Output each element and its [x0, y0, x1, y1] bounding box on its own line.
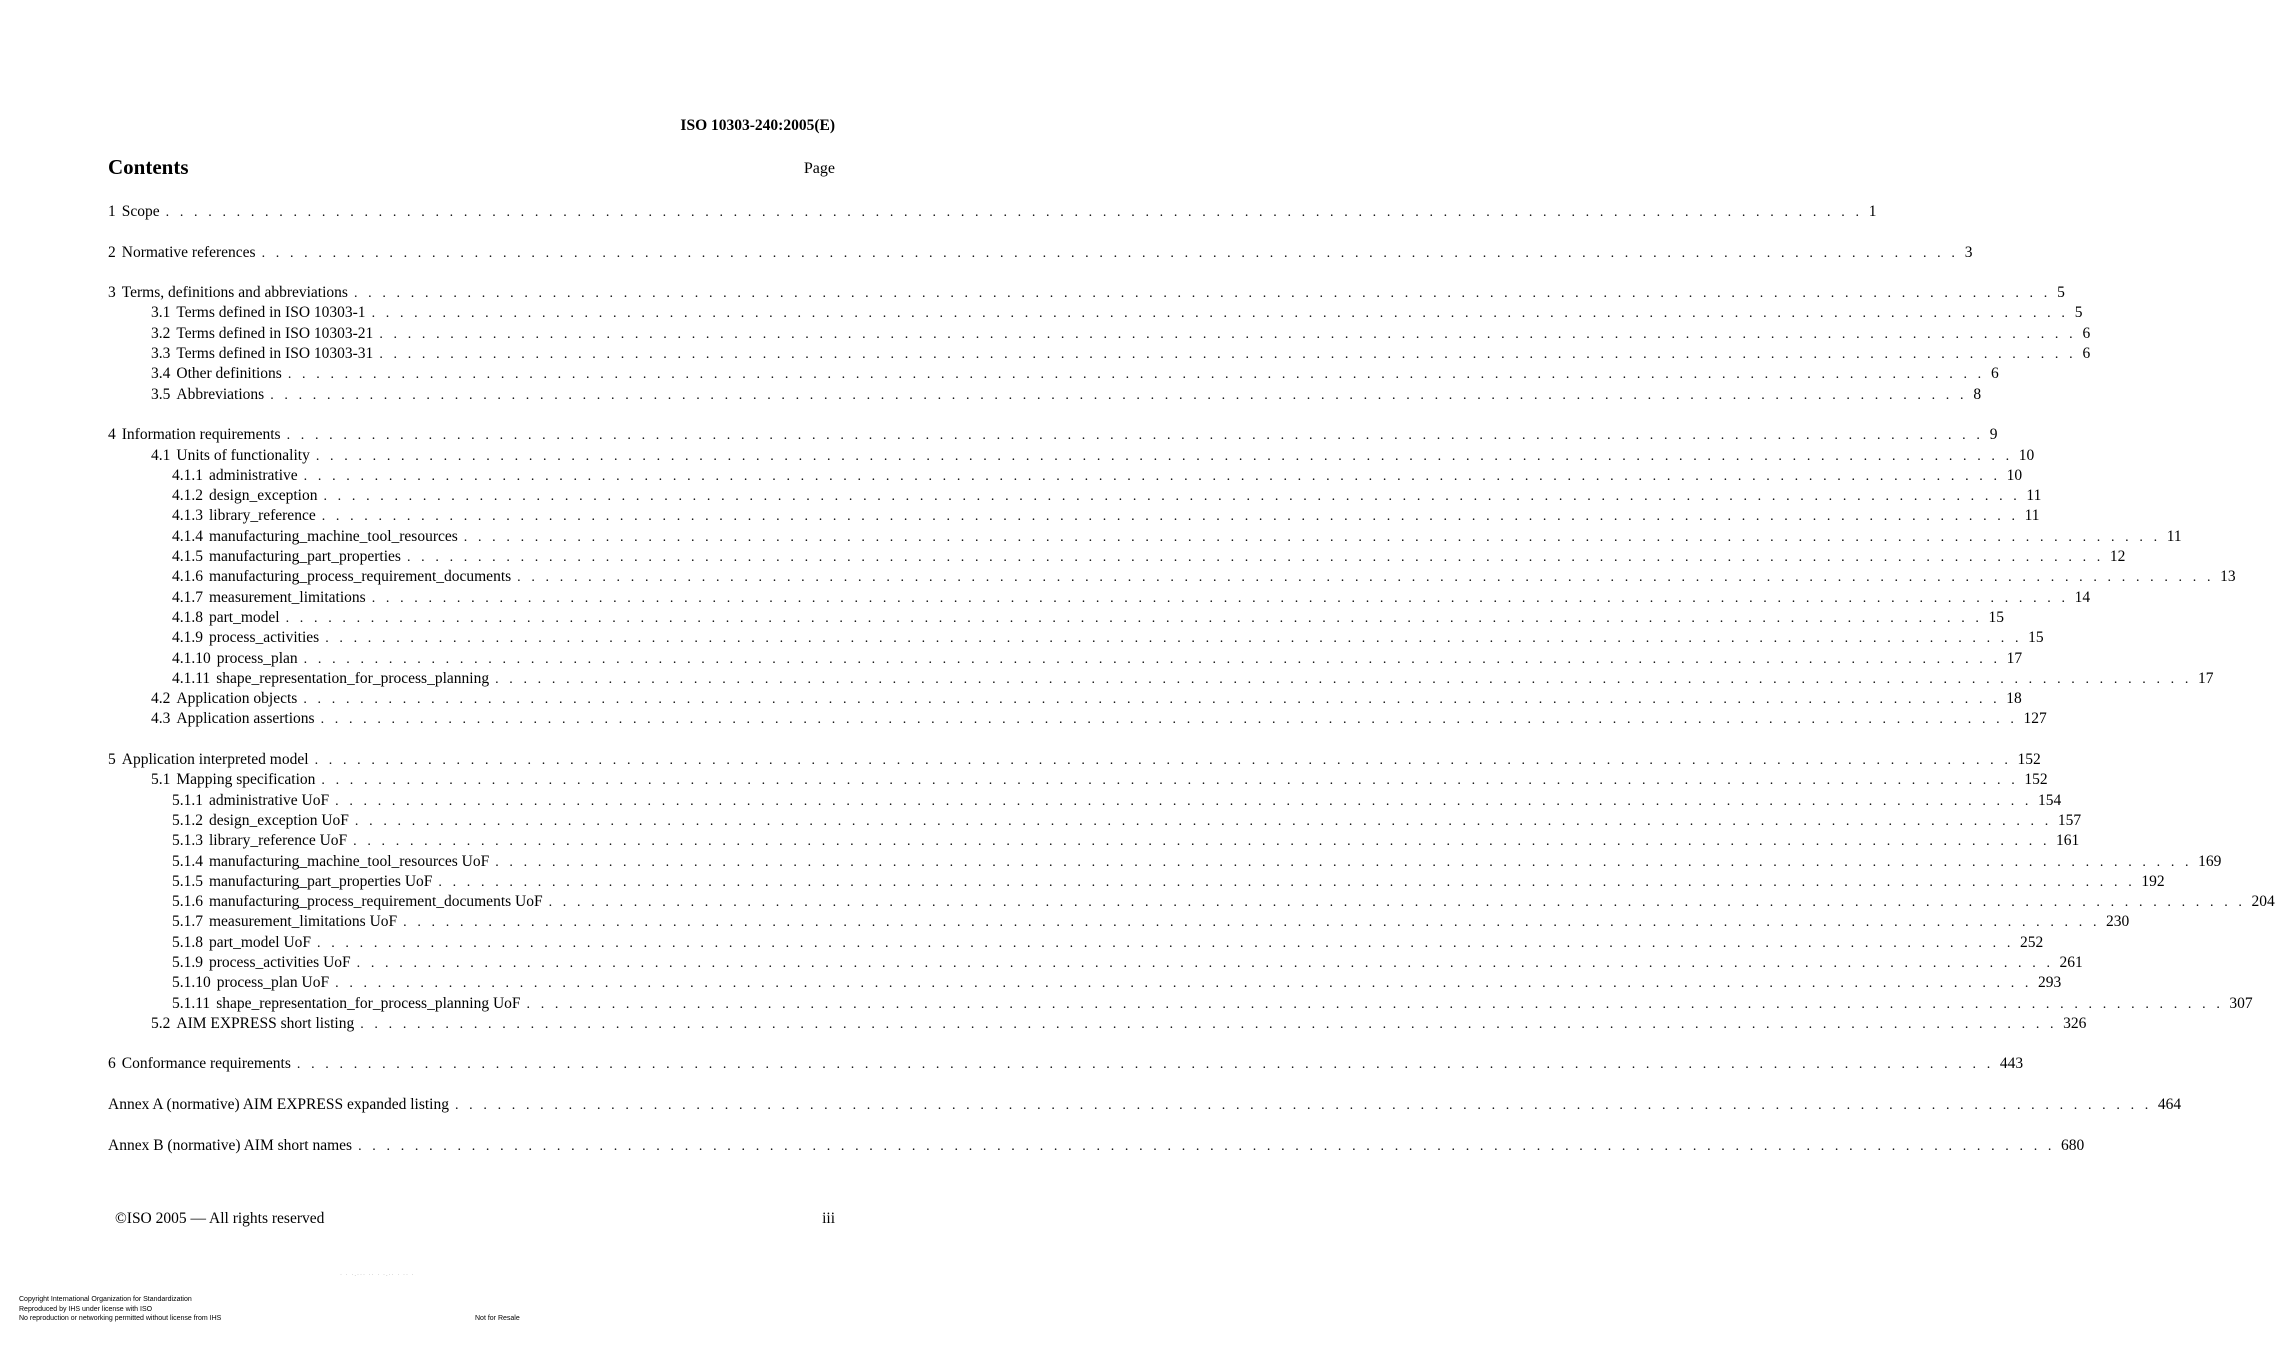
toc-entry-page: 9 [1989, 426, 1998, 444]
toc-entry-title: Normative references [121, 243, 256, 261]
toc-entry-title: part_model UoF [209, 933, 312, 951]
dot-leader: . . . . . . . . . . . . . . . . . . . . . . . . . . . . . . . . . . . . . . . . . . . . . . . . . . . . . . . . . . . . . . . . . . . . . . . . . . . . . . . . . . . . . . . . . . . . . . . . . . . . . . . . . . . . . . . . . . . . . . . . [454, 1098, 2152, 1114]
toc-entry[interactable] [108, 486, 2042, 506]
toc-entry-title: manufacturing_machine_tool_resources [209, 527, 458, 545]
toc-entry-number: 5.1.1 [172, 791, 203, 809]
toc-entry[interactable] [108, 912, 2130, 932]
toc-entry-title: Application interpreted model [121, 751, 309, 769]
toc-entry-page: 127 [2023, 710, 2047, 728]
toc-entry-number: 4.1.10 [172, 649, 211, 667]
toc-entry[interactable] [108, 1136, 2085, 1156]
toc-entry-label [108, 750, 315, 770]
toc-entry-page: 154 [2038, 791, 2062, 809]
toc-entry-title: Application assertions [176, 710, 315, 728]
table-of-contents [108, 202, 2275, 1176]
toc-entry-page: 169 [2198, 852, 2222, 870]
toc-entry-title: Annex A (normative) AIM EXPRESS expanded listing [108, 1096, 449, 1114]
toc-entry[interactable] [108, 669, 2214, 689]
toc-entry[interactable] [108, 973, 2062, 993]
dot-leader: . . . . . . . . . . . . . . . . . . . . . . . . . . . . . . . . . . . . . . . . . . . . . . . . . . . . . . . . . . . . . . . . . . . . . . . . . . . . . . . . . . . . . . . . . . . . . . . . . . . . . . . . . . . . . . . . . . . . . . . . [335, 976, 2033, 992]
dot-leader: . . . . . . . . . . . . . . . . . . . . . . . . . . . . . . . . . . . . . . . . . . . . . . . . . . . . . . . . . . . . . . . . . . . . . . . . . . . . . . . . . . . . . . . . . . . . . . . . . . . . . . . . . . . . . . . . . . . . . . . . [371, 306, 2069, 322]
toc-entry[interactable] [108, 364, 1999, 384]
toc-entry-page: 6 [2082, 345, 2091, 363]
toc-entry-label [108, 243, 262, 263]
toc-entry[interactable] [108, 324, 2091, 344]
toc-entry-page: 6 [1991, 365, 1999, 383]
toc-entry[interactable] [108, 1014, 2087, 1034]
toc-entry-number: 5.1 [151, 771, 171, 789]
toc-entry-number: 5.1.6 [172, 893, 203, 911]
license-line-2: Reproduced by IHS under license with ISO [19, 1305, 153, 1313]
toc-entry[interactable] [108, 243, 1973, 263]
toc-entry-title: design_exception [209, 487, 318, 505]
toc-entry-title: process_activities [209, 629, 320, 647]
toc-entry-label [151, 303, 372, 323]
toc-entry[interactable] [108, 933, 2044, 953]
toc-entry-number: 6 [108, 1055, 116, 1073]
toc-entry-page: 11 [2026, 487, 2042, 505]
toc-group [108, 1095, 2182, 1115]
toc-entry-number: 3.1 [151, 304, 171, 322]
toc-entry-label [151, 324, 379, 344]
dot-leader: . . . . . . . . . . . . . . . . . . . . . . . . . . . . . . . . . . . . . . . . . . . . . . . . . . . . . . . . . . . . . . . . . . . . . . . . . . . . . . . . . . . . . . . . . . . . . . . . . . . . . . . . . . . . . . . . . . . . . . . . [358, 1138, 2055, 1154]
dot-leader: . . . . . . . . . . . . . . . . . . . . . . . . . . . . . . . . . . . . . . . . . . . . . . . . . . . . . . . . . . . . . . . . . . . . . . . . . . . . . . . . . . . . . . . . . . . . . . . . . . . . . . . . . . . . . . . . . . . . . . . . [356, 955, 2054, 971]
toc-entry[interactable] [108, 527, 2182, 547]
dot-leader: . . . . . . . . . . . . . . . . . . . . . . . . . . . . . . . . . . . . . . . . . . . . . . . . . . . . . . . . . . . . . . . . . . . . . . . . . . . . . . . . . . . . . . . . . . . . . . . . . . . . . . . . . . . . . . . . . . . . . . . . [303, 468, 2001, 484]
document-id: ISO 10303-240:2005(E) [680, 117, 835, 134]
toc-entry-title: manufacturing_part_properties UoF [209, 872, 433, 890]
toc-entry-label [172, 567, 517, 587]
page-column-label: Page [803, 160, 835, 177]
toc-entry-title: part_model [209, 608, 280, 626]
toc-entry-page: 152 [2024, 771, 2048, 789]
toc-entry-number: 1 [108, 203, 116, 220]
toc-entry[interactable] [108, 831, 2080, 851]
toc-entry-title: Terms, definitions and abbreviations [121, 284, 348, 302]
toc-entry-number: 5.1.11 [172, 994, 211, 1012]
toc-entry-label [172, 791, 335, 811]
toc-entry[interactable] [108, 344, 2091, 364]
toc-entry-page: 18 [2006, 690, 2022, 708]
toc-entry-label [151, 446, 316, 466]
dot-leader: . . . . . . . . . . . . . . . . . . . . . . . . . . . . . . . . . . . . . . . . . . . . . . . . . . . . . . . . . . . . . . . . . . . . . . . . . . . . . . . . . . . . . . . . . . . . . . . . . . . . . . . . . . . . . . . . . . . . . . . . [314, 753, 2012, 769]
footer-page-number: iii [822, 1210, 835, 1227]
toc-entry-page: 13 [2220, 568, 2236, 586]
toc-entry-number: 2 [108, 243, 116, 261]
toc-entry[interactable] [108, 709, 2047, 729]
dot-leader: . . . . . . . . . . . . . . . . . . . . . . . . . . . . . . . . . . . . . . . . . . . . . . . . . . . . . . . . . . . . . . . . . . . . . . . . . . . . . . . . . . . . . . . . . . . . . . . . . . . . . . . . . . . . . . . . . . . . . . . . [285, 610, 1983, 626]
toc-entry-title: library_reference [209, 507, 316, 525]
toc-entry[interactable] [108, 385, 1982, 405]
toc-entry-page: 5 [2057, 284, 2065, 302]
toc-entry-title: Abbreviations [176, 385, 265, 403]
toc-entry[interactable] [108, 750, 2041, 770]
toc-entry[interactable] [108, 466, 2023, 486]
dot-leader: . . . . . . . . . . . . . . . . . . . . . . . . . . . . . . . . . . . . . . . . . . . . . . . . . . . . . . . . . . . . . . . . . . . . . . . . . . . . . . . . . . . . . . . . . . . . . . . . . . . . . . . . . . . . . . . . . . . . . . . . [296, 1057, 1994, 1073]
toc-entry-label [172, 649, 304, 669]
toc-entry-number: 3.2 [151, 324, 171, 342]
toc-entry-title: measurement_limitations UoF [209, 913, 398, 931]
toc-entry-label [108, 1136, 358, 1156]
toc-group [108, 1136, 2085, 1156]
toc-group [108, 425, 2236, 729]
toc-entry-label [172, 628, 325, 648]
toc-entry-page: 157 [2057, 811, 2082, 829]
toc-entry-title: process_plan [216, 649, 298, 667]
toc-entry-title: manufacturing_machine_tool_resources UoF [209, 852, 490, 870]
toc-entry[interactable] [108, 446, 2035, 466]
toc-entry-number: 5.1.7 [172, 913, 203, 931]
toc-entry-page: 152 [2017, 751, 2041, 769]
toc-entry-label [108, 425, 287, 445]
toc-entry-label [151, 344, 379, 364]
dot-leader: . . . . . . . . . . . . . . . . . . . . . . . . . . . . . . . . . . . . . . . . . . . . . . . . . . . . . . . . . . . . . . . . . . . . . . . . . . . . . . . . . . . . . . . . . . . . . . . . . . . . . . . . . . . . . . . . . . . . . . . . [406, 550, 2104, 566]
toc-entry-label [151, 364, 288, 384]
toc-entry[interactable] [108, 791, 2062, 811]
dot-leader: . . . . . . . . . . . . . . . . . . . . . . . . . . . . . . . . . . . . . . . . . . . . . . . . . . . . . . . . . . . . . . . . . . . . . . . . . . . . . . . . . . . . . . . . . . . . . . . . . . . . . . . . . . . . . . . . . . . . . . . . [463, 529, 2161, 545]
dot-leader: . . . . . . . . . . . . . . . . . . . . . . . . . . . . . . . . . . . . . . . . . . . . . . . . . . . . . . . . . . . . . . . . . . . . . . . . . . . . . . . . . . . . . . . . . . . . . . . . . . . . . . . . . . . . . . . . . . . . . . . . [495, 854, 2193, 870]
toc-entry-page: 293 [2038, 974, 2062, 992]
toc-entry-page: 10 [2018, 446, 2035, 464]
toc-entry-page: 17 [2006, 649, 2023, 667]
toc-entry-page: 307 [2229, 994, 2253, 1012]
toc-entry-number: 3.4 [151, 365, 171, 383]
toc-entry-title: measurement_limitations [209, 588, 366, 606]
toc-entry-number: 3.3 [151, 345, 171, 363]
toc-entry-page: 161 [2056, 832, 2080, 850]
toc-entry-label [172, 852, 495, 872]
dot-leader: . . . . . . . . . . . . . . . . . . . . . . . . . . . . . . . . . . . . . . . . . . . . . . . . . . . . . . . . . . . . . . . . . . . . . . . . . . . . . . . . . . . . . . . . . . . . . . . . . . . . . . . . . . . . . . . . . . . . . . . . [403, 915, 2101, 931]
toc-entry-page: 252 [2019, 933, 2044, 951]
toc-entry-number: 5.1.4 [172, 852, 203, 870]
toc-entry-label [172, 466, 304, 486]
toc-entry[interactable] [108, 852, 2222, 872]
toc-entry-label [172, 953, 357, 973]
dot-leader: . . . . . . . . . . . . . . . . . . . . . . . . . . . . . . . . . . . . . . . . . . . . . . . . . . . . . . . . . . . . . . . . . . . . . . . . . . . . . . . . . . . . . . . . . . . . . . . . . . . . . . . . . . . . . . . . . . . . . . . . [354, 813, 2052, 829]
toc-group [108, 202, 1877, 222]
toc-entry-label [108, 1054, 297, 1074]
toc-entry-label [151, 689, 303, 709]
dot-leader: . . . . . . . . . . . . . . . . . . . . . . . . . . . . . . . . . . . . . . . . . . . . . . . . . . . . . . . . . . . . . . . . . . . . . . . . . . . . . . . . . . . . . . . . . . . . . . . . . . . . . . . . . . . . . . . . . . . . . . . . [303, 651, 2001, 667]
toc-entry-page: 230 [2106, 913, 2130, 931]
toc-entry-label [151, 385, 270, 405]
toc-entry[interactable] [108, 1095, 2182, 1115]
toc-entry-title: manufacturing_process_requirement_documents [209, 568, 512, 586]
toc-entry-label [172, 486, 323, 506]
toc-entry-title: manufacturing_part_properties [209, 548, 401, 566]
toc-entry-label [108, 202, 166, 222]
toc-entry-title: Terms defined in ISO 10303-21 [176, 324, 374, 342]
toc-entry-number: 4.1.2 [172, 487, 203, 505]
toc-entry[interactable] [108, 303, 2083, 323]
toc-entry-number: 4.1.3 [172, 507, 203, 525]
dot-leader: . . . . . . . . . . . . . . . . . . . . . . . . . . . . . . . . . . . . . . . . . . . . . . . . . . . . . . . . . . . . . . . . . . . . . . . . . . . . . . . . . . . . . . . . . . . . . . . . . . . . . . . . . . . . . . . . . . . . . . . . [325, 631, 2023, 647]
dot-leader: . . . . . . . . . . . . . . . . . . . . . . . . . . . . . . . . . . . . . . . . . . . . . . . . . . . . . . . . . . . . . . . . . . . . . . . . . . . . . . . . . . . . . . . . . . . . . . . . . . . . . . . . . . . . . . . . . . . . . . . . [270, 387, 1968, 403]
dot-leader: . . . . . . . . . . . . . . . . . . . . . . . . . . . . . . . . . . . . . . . . . . . . . . . . . . . . . . . . . . . . . . . . . . . . . . . . . . . . . . . . . . . . . . . . . . . . . . . . . . . . . . . . . . . . . . . . . . . . . . . . [335, 793, 2033, 809]
toc-entry-number: 4.2 [151, 690, 171, 708]
toc-entry-page: 1 [1868, 203, 1877, 220]
toc-entry-label [172, 973, 335, 993]
toc-entry[interactable] [108, 547, 2126, 567]
dot-leader: . . . . . . . . . . . . . . . . . . . . . . . . . . . . . . . . . . . . . . . . . . . . . . . . . . . . . . . . . . . . . . . . . . . . . . . . . . . . . . . . . . . . . . . . . . . . . . . . . . . . . . . . . . . . . . . . . . . . . . . . [286, 428, 1984, 444]
toc-entry-number: 4.1.9 [172, 629, 203, 647]
license-notice [19, 1295, 221, 1324]
toc-entry-number: 3.5 [151, 385, 171, 403]
toc-entry-title: process_plan UoF [216, 974, 330, 992]
toc-entry-number: 4.1 [151, 446, 171, 464]
toc-entry-label [172, 912, 403, 932]
toc-entry[interactable] [108, 811, 2082, 831]
toc-entry-number: 5.1.2 [172, 811, 203, 829]
dot-leader: . . . . . . . . . . . . . . . . . . . . . . . . . . . . . . . . . . . . . . . . . . . . . . . . . . . . . . . . . . . . . . . . . . . . . . . . . . . . . . . . . . . . . . . . . . . . . . . . . . . . . . . . . . . . . . . . . . . . . . . . [353, 286, 2051, 302]
toc-entry[interactable] [108, 202, 1877, 222]
toc-entry-label [172, 547, 407, 567]
toc-entry-number: 4.1.5 [172, 548, 203, 566]
toc-entry-label [108, 283, 354, 303]
dot-leader: . . . . . . . . . . . . . . . . . . . . . . . . . . . . . . . . . . . . . . . . . . . . . . . . . . . . . . . . . . . . . . . . . . . . . . . . . . . . . . . . . . . . . . . . . . . . . . . . . . . . . . . . . . . . . . . . . . . . . . . . [353, 834, 2051, 850]
toc-entry[interactable] [108, 953, 2083, 973]
toc-entry-label [151, 770, 321, 790]
toc-entry-title: Other definitions [176, 365, 282, 383]
toc-entry-page: 204 [2251, 893, 2275, 911]
toc-entry-label [172, 669, 495, 689]
toc-entry-page: 464 [2157, 1096, 2182, 1114]
toc-entry-number: 4.1.7 [172, 588, 203, 606]
toc-entry-number: 4 [108, 426, 116, 444]
toc-entry-title: administrative UoF [209, 791, 330, 809]
toc-entry-label [172, 994, 527, 1014]
toc-entry-label [108, 1095, 455, 1115]
toc-entry-number: 4.1.8 [172, 608, 203, 626]
contents-title: Contents [108, 155, 189, 179]
toc-entry-label [151, 709, 321, 729]
toc-entry-label [172, 608, 286, 628]
toc-entry[interactable] [108, 628, 2044, 648]
toc-entry[interactable] [108, 892, 2275, 912]
dot-leader: . . . . . . . . . . . . . . . . . . . . . . . . . . . . . . . . . . . . . . . . . . . . . . . . . . . . . . . . . . . . . . . . . . . . . . . . . . . . . . . . . . . . . . . . . . . . . . . . . . . . . . . . . . . . . . . . . . . . . . . . [303, 692, 2001, 708]
toc-entry-number: 5.1.5 [172, 872, 203, 890]
dot-leader: . . . . . . . . . . . . . . . . . . . . . . . . . . . . . . . . . . . . . . . . . . . . . . . . . . . . . . . . . . . . . . . . . . . . . . . . . . . . . . . . . . . . . . . . . . . . . . . . . . . . . . . . . . . . . . . . . . . . . . . . [379, 347, 2077, 363]
toc-entry[interactable] [108, 283, 2065, 303]
dot-leader: . . . . . . . . . . . . . . . . . . . . . . . . . . . . . . . . . . . . . . . . . . . . . . . . . . . . . . . . . . . . . . . . . . . . . . . . . . . . . . . . . . . . . . . . . . . . . . . . . . . . . . . . . . . . . . . . . . . . . . . . [438, 874, 2136, 890]
toc-entry-page: 17 [2197, 669, 2214, 687]
toc-entry-number: 5.1.9 [172, 953, 203, 971]
toc-entry-page: 680 [2061, 1136, 2085, 1154]
toc-entry-number: 5.1.10 [172, 974, 211, 992]
toc-entry[interactable] [108, 689, 2022, 709]
toc-entry-label [172, 506, 322, 526]
toc-entry[interactable] [108, 425, 1998, 445]
toc-entry-title: design_exception UoF [209, 811, 349, 829]
toc-entry-number: 4.1.4 [172, 527, 203, 545]
toc-entry-title: Terms defined in ISO 10303-1 [176, 304, 366, 322]
toc-group [108, 750, 2275, 1034]
dot-leader: . . . . . . . . . . . . . . . . . . . . . . . . . . . . . . . . . . . . . . . . . . . . . . . . . . . . . . . . . . . . . . . . . . . . . . . . . . . . . . . . . . . . . . . . . . . . . . . . . . . . . . . . . . . . . . . . . . . . . . . . [526, 996, 2224, 1012]
toc-entry-page: 15 [1988, 608, 2004, 626]
toc-entry-page: 261 [2059, 953, 2083, 971]
toc-entry-label [151, 1014, 360, 1034]
dot-leader: . . . . . . . . . . . . . . . . . . . . . . . . . . . . . . . . . . . . . . . . . . . . . . . . . . . . . . . . . . . . . . . . . . . . . . . . . . . . . . . . . . . . . . . . . . . . . . . . . . . . . . . . . . . . . . . . . . . . . . . . [360, 1016, 2058, 1032]
dot-leader: . . . . . . . . . . . . . . . . . . . . . . . . . . . . . . . . . . . . . . . . . . . . . . . . . . . . . . . . . . . . . . . . . . . . . . . . . . . . . . . . . . . . . . . . . . . . . . . . . . . . . . . . . . . . . . . . . . . . . . . . [379, 326, 2077, 342]
toc-entry-title: manufacturing_process_requirement_documents UoF [209, 893, 543, 911]
toc-entry[interactable] [108, 1054, 2024, 1074]
dot-leader: . . . . . . . . . . . . . . . . . . . . . . . . . . . . . . . . . . . . . . . . . . . . . . . . . . . . . . . . . . . . . . . . . . . . . . . . . . . . . . . . . . . . . . . . . . . . . . . . . . . . . . . . . . . . . . . . . . . . . . . . [165, 205, 1863, 220]
toc-entry-title: Conformance requirements [121, 1055, 291, 1073]
toc-entry-number: 4.1.1 [172, 466, 203, 484]
toc-entry-number: 5 [108, 751, 116, 769]
toc-entry-title: Information requirements [121, 426, 281, 444]
toc-group [108, 243, 1973, 263]
dot-leader: . . . . . . . . . . . . . . . . . . . . . . . . . . . . . . . . . . . . . . . . . . . . . . . . . . . . . . . . . . . . . . . . . . . . . . . . . . . . . . . . . . . . . . . . . . . . . . . . . . . . . . . . . . . . . . . . . . . . . . . . [287, 367, 1985, 383]
toc-entry[interactable] [108, 770, 2048, 790]
toc-entry-page: 5 [2074, 304, 2083, 322]
toc-entry-label [172, 933, 317, 953]
toc-group [108, 1054, 2024, 1074]
dot-leader: . . . . . . . . . . . . . . . . . . . . . . . . . . . . . . . . . . . . . . . . . . . . . . . . . . . . . . . . . . . . . . . . . . . . . . . . . . . . . . . . . . . . . . . . . . . . . . . . . . . . . . . . . . . . . . . . . . . . . . . . [315, 448, 2013, 464]
toc-entry-page: 192 [2141, 872, 2165, 890]
toc-entry-number: 4.1.6 [172, 568, 203, 586]
toc-entry-page: 443 [1999, 1055, 2024, 1073]
dot-leader: . . . . . . . . . . . . . . . . . . . . . . . . . . . . . . . . . . . . . . . . . . . . . . . . . . . . . . . . . . . . . . . . . . . . . . . . . . . . . . . . . . . . . . . . . . . . . . . . . . . . . . . . . . . . . . . . . . . . . . . . [323, 489, 2021, 505]
dot-leader: . . . . . . . . . . . . . . . . . . . . . . . . . . . . . . . . . . . . . . . . . . . . . . . . . . . . . . . . . . . . . . . . . . . . . . . . . . . . . . . . . . . . . . . . . . . . . . . . . . . . . . . . . . . . . . . . . . . . . . . . [317, 935, 2014, 951]
toc-entry-label [172, 527, 464, 547]
dot-leader: . . . . . . . . . . . . . . . . . . . . . . . . . . . . . . . . . . . . . . . . . . . . . . . . . . . . . . . . . . . . . . . . . . . . . . . . . . . . . . . . . . . . . . . . . . . . . . . . . . . . . . . . . . . . . . . . . . . . . . . . [321, 773, 2019, 789]
toc-entry-title: administrative [209, 466, 298, 484]
dot-leader: . . . . . . . . . . . . . . . . . . . . . . . . . . . . . . . . . . . . . . . . . . . . . . . . . . . . . . . . . . . . . . . . . . . . . . . . . . . . . . . . . . . . . . . . . . . . . . . . . . . . . . . . . . . . . . . . . . . . . . . . [548, 895, 2246, 911]
dot-leader: . . . . . . . . . . . . . . . . . . . . . . . . . . . . . . . . . . . . . . . . . . . . . . . . . . . . . . . . . . . . . . . . . . . . . . . . . . . . . . . . . . . . . . . . . . . . . . . . . . . . . . . . . . . . . . . . . . . . . . . . [320, 712, 2018, 728]
toc-entry-number: 4.3 [151, 710, 171, 728]
toc-entry[interactable] [108, 506, 2040, 526]
toc-entry-title: Scope [121, 203, 160, 220]
toc-entry-page: 3 [1964, 243, 1973, 261]
dot-leader: . . . . . . . . . . . . . . . . . . . . . . . . . . . . . . . . . . . . . . . . . . . . . . . . . . . . . . . . . . . . . . . . . . . . . . . . . . . . . . . . . . . . . . . . . . . . . . . . . . . . . . . . . . . . . . . . . . . . . . . . [321, 509, 2019, 525]
toc-entry-title: Annex B (normative) AIM short names [108, 1136, 353, 1154]
toc-entry-number: 4.1.11 [172, 669, 211, 687]
toc-entry-page: 326 [2063, 1014, 2087, 1032]
toc-entry-title: Application objects [176, 690, 298, 708]
toc-entry-page: 14 [2074, 588, 2091, 606]
toc-entry-page: 11 [2166, 527, 2182, 545]
toc-entry-title: library_reference UoF [209, 832, 348, 850]
toc-entry-label [172, 588, 372, 608]
license-line-1: Copyright International Organization for Standardization [19, 1296, 192, 1303]
toc-entry-number: 5.1.8 [172, 933, 203, 951]
toc-entry-page: 12 [2109, 548, 2126, 566]
toc-entry[interactable] [108, 608, 2004, 628]
scan-marks: · · ·.··· ·· · ·.·· · ·· · [340, 1272, 415, 1278]
toc-entry-label [172, 811, 355, 831]
toc-entry-title: process_activities UoF [209, 953, 351, 971]
toc-entry[interactable] [108, 872, 2165, 892]
not-for-resale: Not for Resale [475, 1315, 520, 1322]
toc-entry[interactable] [108, 588, 2091, 608]
dot-leader: . . . . . . . . . . . . . . . . . . . . . . . . . . . . . . . . . . . . . . . . . . . . . . . . . . . . . . . . . . . . . . . . . . . . . . . . . . . . . . . . . . . . . . . . . . . . . . . . . . . . . . . . . . . . . . . . . . . . . . . . [495, 671, 2192, 687]
dot-leader: . . . . . . . . . . . . . . . . . . . . . . . . . . . . . . . . . . . . . . . . . . . . . . . . . . . . . . . . . . . . . . . . . . . . . . . . . . . . . . . . . . . . . . . . . . . . . . . . . . . . . . . . . . . . . . . . . . . . . . . . [517, 570, 2215, 586]
license-line-3: No reproduction or networking permitted without license from IHS [19, 1315, 222, 1322]
toc-entry-number: 5.1.3 [172, 832, 203, 850]
toc-entry-page: 15 [2028, 629, 2044, 647]
toc-entry-page: 8 [1973, 385, 1982, 403]
toc-entry-page: 10 [2006, 466, 2023, 484]
toc-entry-title: shape_representation_for_process_planning [216, 669, 490, 687]
toc-entry[interactable] [108, 567, 2236, 587]
toc-entry[interactable] [108, 649, 2023, 669]
toc-entry-label [172, 872, 438, 892]
toc-entry-title: AIM EXPRESS short listing [176, 1014, 355, 1032]
toc-entry-title: Units of functionality [176, 446, 310, 464]
dot-leader: . . . . . . . . . . . . . . . . . . . . . . . . . . . . . . . . . . . . . . . . . . . . . . . . . . . . . . . . . . . . . . . . . . . . . . . . . . . . . . . . . . . . . . . . . . . . . . . . . . . . . . . . . . . . . . . . . . . . . . . . [371, 590, 2069, 606]
toc-entry-page: 11 [2024, 507, 2040, 525]
toc-entry-page: 6 [2082, 324, 2091, 342]
dot-leader: . . . . . . . . . . . . . . . . . . . . . . . . . . . . . . . . . . . . . . . . . . . . . . . . . . . . . . . . . . . . . . . . . . . . . . . . . . . . . . . . . . . . . . . . . . . . . . . . . . . . . . . . . . . . . . . . . . . . . . . . [261, 245, 1959, 261]
toc-entry-title: Mapping specification [176, 771, 316, 789]
toc-group [108, 283, 2091, 405]
toc-entry[interactable] [108, 994, 2253, 1014]
toc-entry-number: 3 [108, 284, 116, 302]
toc-entry-number: 5.2 [151, 1014, 171, 1032]
toc-entry-label [172, 892, 549, 912]
toc-entry-title: Terms defined in ISO 10303-31 [176, 345, 374, 363]
toc-entry-title: shape_representation_for_process_planning UoF [216, 994, 521, 1012]
toc-entry-label [172, 831, 353, 851]
footer-copyright: ©ISO 2005 — All rights reserved [115, 1210, 325, 1227]
